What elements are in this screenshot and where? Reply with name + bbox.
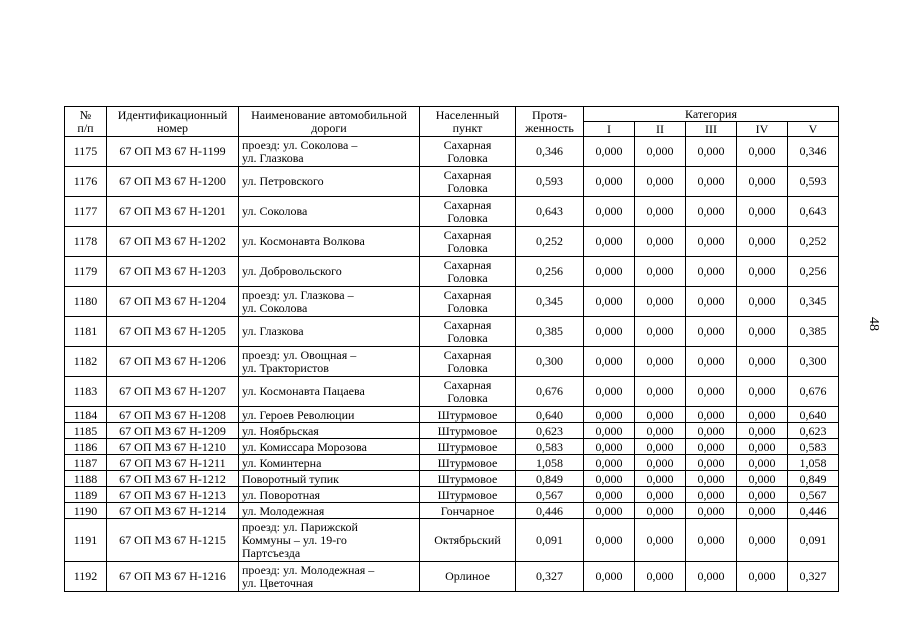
header-locality: Населенный пункт [420,107,516,137]
category-3-value: 0,000 [686,487,737,503]
locality: Сахарная Головка [420,317,516,347]
road-id: 67 ОП МЗ 67 Н-1201 [107,197,239,227]
category-4-value: 0,000 [737,487,788,503]
road-name: ул. Ноябрьская [239,423,420,439]
table-row [65,377,839,407]
road-name: ул. Космонавта Пацаева [239,377,420,407]
locality: Гончарное [420,503,516,519]
row-number: 1178 [65,227,107,257]
road-length: 0,446 [516,503,584,519]
locality: Сахарная Головка [420,347,516,377]
road-id: 67 ОП МЗ 67 Н-1214 [107,503,239,519]
category-3-value: 0,000 [686,423,737,439]
table-row [65,227,839,257]
road-length: 0,091 [516,519,584,562]
road-name: ул. Комиссара Морозова [239,439,420,455]
table-row [65,407,839,423]
category-3-value: 0,000 [686,455,737,471]
row-number: 1191 [65,519,107,562]
category-2-value: 0,000 [635,317,686,347]
row-number: 1181 [65,317,107,347]
category-4-value: 0,000 [737,287,788,317]
category-3-value: 0,000 [686,167,737,197]
row-number: 1180 [65,287,107,317]
header-cat-2: II [635,122,686,137]
road-length: 0,346 [516,137,584,167]
category-1-value: 0,000 [584,455,635,471]
category-4-value: 0,000 [737,347,788,377]
road-id: 67 ОП МЗ 67 Н-1204 [107,287,239,317]
locality: Сахарная Головка [420,287,516,317]
road-name: ул. Поворотная [239,487,420,503]
category-4-value: 0,000 [737,471,788,487]
road-name: проезд: ул. Молодежная – ул. Цветочная [239,562,420,592]
category-5-value: 0,676 [788,377,839,407]
category-4-value: 0,000 [737,423,788,439]
table-row [65,562,839,592]
road-id: 67 ОП МЗ 67 Н-1202 [107,227,239,257]
category-3-value: 0,000 [686,197,737,227]
road-id: 67 ОП МЗ 67 Н-1199 [107,137,239,167]
category-5-value: 0,091 [788,519,839,562]
table-row [65,423,839,439]
road-length: 0,385 [516,317,584,347]
category-1-value: 0,000 [584,137,635,167]
locality: Штурмовое [420,471,516,487]
category-3-value: 0,000 [686,287,737,317]
road-id: 67 ОП МЗ 67 Н-1209 [107,423,239,439]
category-3-value: 0,000 [686,317,737,347]
category-1-value: 0,000 [584,503,635,519]
category-5-value: 0,643 [788,197,839,227]
category-5-value: 0,252 [788,227,839,257]
category-1-value: 0,000 [584,317,635,347]
category-2-value: 0,000 [635,287,686,317]
road-id: 67 ОП МЗ 67 Н-1212 [107,471,239,487]
category-2-value: 0,000 [635,487,686,503]
category-1-value: 0,000 [584,519,635,562]
category-3-value: 0,000 [686,347,737,377]
category-1-value: 0,000 [584,407,635,423]
table-row [65,439,839,455]
row-number: 1179 [65,257,107,287]
row-number: 1183 [65,377,107,407]
locality: Сахарная Головка [420,227,516,257]
category-2-value: 0,000 [635,455,686,471]
table-row [65,197,839,227]
road-length: 0,252 [516,227,584,257]
header-category: Категория [584,107,839,122]
road-id: 67 ОП МЗ 67 Н-1213 [107,487,239,503]
category-1-value: 0,000 [584,347,635,377]
header-num: № п/п [65,107,107,137]
category-3-value: 0,000 [686,377,737,407]
category-5-value: 0,849 [788,471,839,487]
category-4-value: 0,000 [737,137,788,167]
road-name: ул. Героев Революции [239,407,420,423]
road-length: 0,300 [516,347,584,377]
row-number: 1186 [65,439,107,455]
category-2-value: 0,000 [635,519,686,562]
road-name: ул. Добровольского [239,257,420,287]
category-1-value: 0,000 [584,487,635,503]
category-5-value: 0,583 [788,439,839,455]
row-number: 1182 [65,347,107,377]
category-5-value: 0,385 [788,317,839,347]
road-length: 0,849 [516,471,584,487]
category-3-value: 0,000 [686,503,737,519]
locality: Сахарная Головка [420,377,516,407]
category-1-value: 0,000 [584,227,635,257]
locality: Сахарная Головка [420,197,516,227]
locality: Сахарная Головка [420,257,516,287]
category-4-value: 0,000 [737,455,788,471]
road-id: 67 ОП МЗ 67 Н-1207 [107,377,239,407]
category-2-value: 0,000 [635,562,686,592]
category-4-value: 0,000 [737,519,788,562]
category-4-value: 0,000 [737,562,788,592]
locality: Штурмовое [420,455,516,471]
category-5-value: 0,256 [788,257,839,287]
road-length: 0,676 [516,377,584,407]
category-2-value: 0,000 [635,423,686,439]
category-4-value: 0,000 [737,317,788,347]
category-3-value: 0,000 [686,137,737,167]
category-5-value: 0,593 [788,167,839,197]
row-number: 1189 [65,487,107,503]
category-2-value: 0,000 [635,137,686,167]
category-3-value: 0,000 [686,227,737,257]
category-4-value: 0,000 [737,197,788,227]
category-3-value: 0,000 [686,439,737,455]
category-2-value: 0,000 [635,167,686,197]
road-length: 0,640 [516,407,584,423]
category-1-value: 0,000 [584,287,635,317]
road-length: 0,345 [516,287,584,317]
category-4-value: 0,000 [737,503,788,519]
locality: Орлиное [420,562,516,592]
row-number: 1190 [65,503,107,519]
category-3-value: 0,000 [686,519,737,562]
category-1-value: 0,000 [584,423,635,439]
table-row [65,167,839,197]
category-4-value: 0,000 [737,439,788,455]
road-name: ул. Петровского [239,167,420,197]
category-2-value: 0,000 [635,377,686,407]
category-4-value: 0,000 [737,167,788,197]
header-id: Идентификационный номер [107,107,239,137]
category-1-value: 0,000 [584,197,635,227]
header-cat-1: I [584,122,635,137]
road-id: 67 ОП МЗ 67 Н-1206 [107,347,239,377]
category-3-value: 0,000 [686,257,737,287]
category-1-value: 0,000 [584,257,635,287]
category-1-value: 0,000 [584,439,635,455]
locality: Штурмовое [420,487,516,503]
row-number: 1192 [65,562,107,592]
table-row [65,137,839,167]
locality: Штурмовое [420,407,516,423]
road-id: 67 ОП МЗ 67 Н-1203 [107,257,239,287]
road-name: ул. Молодежная [239,503,420,519]
table-header [65,107,839,137]
category-5-value: 1,058 [788,455,839,471]
road-name: проезд: ул. Глазкова – ул. Соколова [239,287,420,317]
locality: Сахарная Головка [420,137,516,167]
table-row [65,257,839,287]
row-number: 1176 [65,167,107,197]
header-cat-3: III [686,122,737,137]
table-body [65,137,839,592]
locality: Штурмовое [420,423,516,439]
row-number: 1177 [65,197,107,227]
road-id: 67 ОП МЗ 67 Н-1200 [107,167,239,197]
category-2-value: 0,000 [635,439,686,455]
category-4-value: 0,000 [737,377,788,407]
category-2-value: 0,000 [635,471,686,487]
category-3-value: 0,000 [686,471,737,487]
category-4-value: 0,000 [737,257,788,287]
road-length: 0,623 [516,423,584,439]
category-1-value: 0,000 [584,471,635,487]
header-road-name: Наименование автомобильной дороги [239,107,420,137]
table-row [65,487,839,503]
category-2-value: 0,000 [635,407,686,423]
road-name: ул. Космонавта Волкова [239,227,420,257]
road-length: 1,058 [516,455,584,471]
category-4-value: 0,000 [737,407,788,423]
row-number: 1188 [65,471,107,487]
road-length: 0,327 [516,562,584,592]
category-1-value: 0,000 [584,167,635,197]
road-length: 0,643 [516,197,584,227]
category-5-value: 0,446 [788,503,839,519]
category-5-value: 0,567 [788,487,839,503]
table-row [65,519,839,562]
category-3-value: 0,000 [686,562,737,592]
locality: Штурмовое [420,439,516,455]
road-id: 67 ОП МЗ 67 Н-1215 [107,519,239,562]
table-row [65,317,839,347]
road-name: проезд: ул. Соколова – ул. Глазкова [239,137,420,167]
road-name: проезд: ул. Овощная – ул. Трактористов [239,347,420,377]
road-id: 67 ОП МЗ 67 Н-1216 [107,562,239,592]
table-row [65,455,839,471]
road-id: 67 ОП МЗ 67 Н-1205 [107,317,239,347]
category-5-value: 0,346 [788,137,839,167]
category-3-value: 0,000 [686,407,737,423]
road-name: ул. Коминтерна [239,455,420,471]
category-5-value: 0,640 [788,407,839,423]
row-number: 1185 [65,423,107,439]
road-length: 0,583 [516,439,584,455]
road-id: 67 ОП МЗ 67 Н-1208 [107,407,239,423]
table-row [65,503,839,519]
road-id: 67 ОП МЗ 67 Н-1210 [107,439,239,455]
category-1-value: 0,000 [584,377,635,407]
category-4-value: 0,000 [737,227,788,257]
roads-table [64,106,839,592]
table-row [65,347,839,377]
road-length: 0,593 [516,167,584,197]
locality: Октябрьский [420,519,516,562]
road-length: 0,256 [516,257,584,287]
road-length: 0,567 [516,487,584,503]
header-length: Протя- женность [516,107,584,137]
category-2-value: 0,000 [635,347,686,377]
category-1-value: 0,000 [584,562,635,592]
page-number: 48 [866,317,881,331]
road-id: 67 ОП МЗ 67 Н-1211 [107,455,239,471]
row-number: 1184 [65,407,107,423]
road-name: проезд: ул. Парижской Коммуны – ул. 19-го Партсъезда [239,519,420,562]
header-cat-5: V [788,122,839,137]
table-row [65,471,839,487]
category-5-value: 0,327 [788,562,839,592]
road-name: Поворотный тупик [239,471,420,487]
category-2-value: 0,000 [635,227,686,257]
locality: Сахарная Головка [420,167,516,197]
category-2-value: 0,000 [635,257,686,287]
row-number: 1175 [65,137,107,167]
category-2-value: 0,000 [635,503,686,519]
category-2-value: 0,000 [635,197,686,227]
row-number: 1187 [65,455,107,471]
category-5-value: 0,623 [788,423,839,439]
category-5-value: 0,345 [788,287,839,317]
table-row [65,287,839,317]
category-5-value: 0,300 [788,347,839,377]
header-cat-4: IV [737,122,788,137]
road-name: ул. Глазкова [239,317,420,347]
road-name: ул. Соколова [239,197,420,227]
